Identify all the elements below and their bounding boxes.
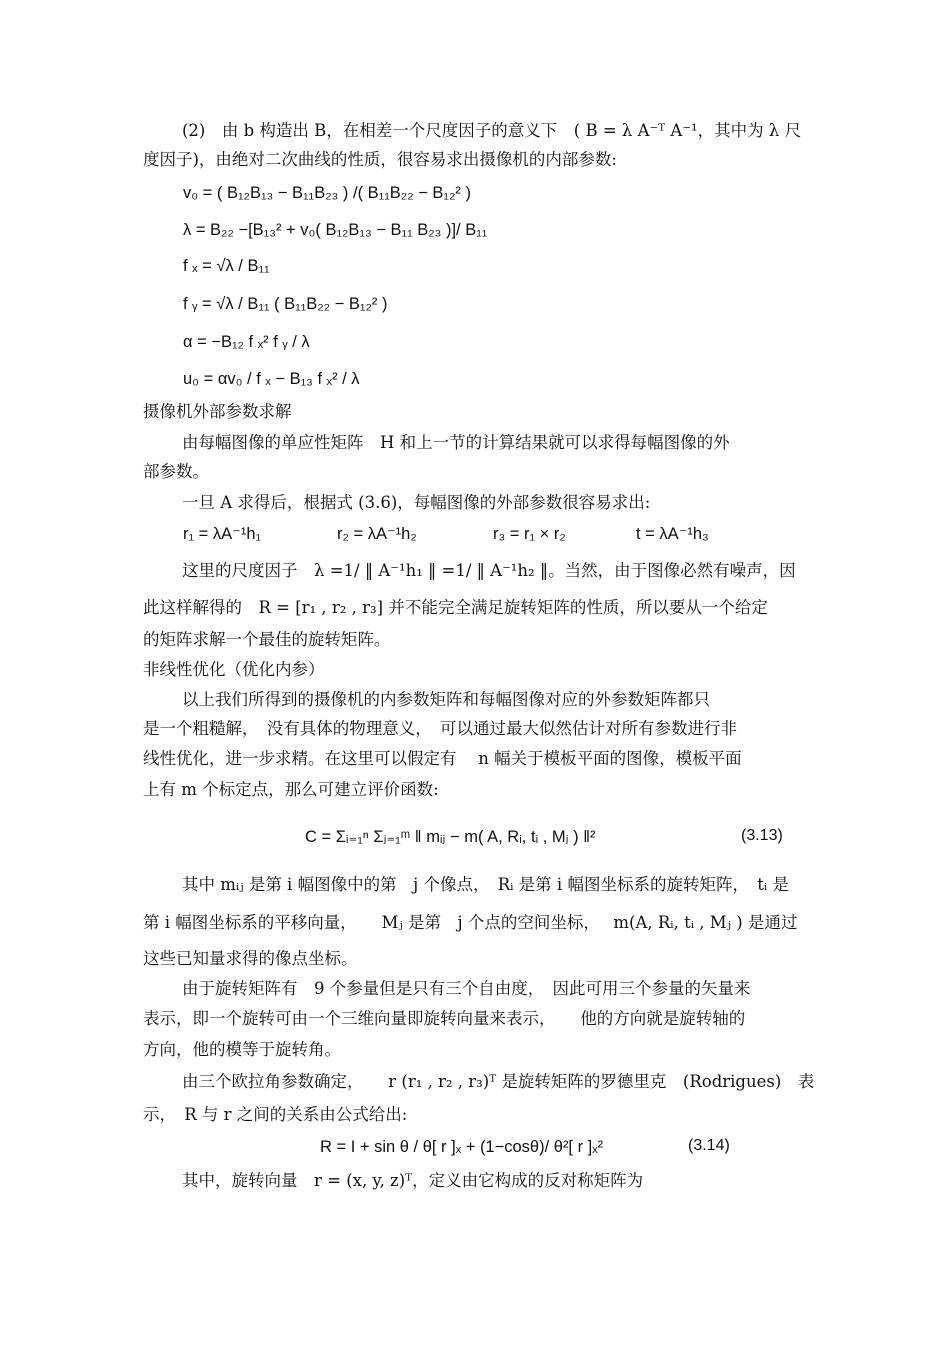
paragraph-line: 由三个欧拉角参数确定， r (r₁ , r₂ , r₃)ᵀ 是旋转矩阵的罗德里克 (Rodrigues) 表 <box>182 1072 815 1091</box>
paragraph-line: 是一个粗糙解， 没有具体的物理意义， 可以通过最大似然估计对所有参数进行非 <box>143 719 737 738</box>
paragraph-line: 其中，旋转向量 r = (x, y, z)ᵀ，定义由它构成的反对称矩阵为 <box>182 1171 644 1190</box>
paragraph-line: 此这样解得的 R = [r₁ , r₂ , r₃] 并不能完全满足旋转矩阵的性质，所以要从一个给定 <box>143 598 768 617</box>
paragraph-line: 表示，即一个旋转可由一个三维向量即旋转向量来表示， 他的方向就是旋转轴的 <box>143 1009 746 1028</box>
paragraph-line: 线性优化，进一步求精。在这里可以假定有 n 幅关于模板平面的图像，模板平面 <box>143 749 742 768</box>
paragraph-line: 的矩阵求解一个最佳的旋转矩阵。 <box>143 630 391 649</box>
paragraph-line: 其中 mᵢⱼ 是第 i 幅图像中的第 j 个像点， Rᵢ 是第 i 幅图坐标系的旋转矩阵， tᵢ 是 <box>182 875 789 894</box>
equation-number: (3.14) <box>688 1137 730 1154</box>
equation-number: (3.13) <box>741 827 783 844</box>
equation-v0: v₀ = ( B₁₂B₁₃ − B₁₁B₂₃ ) /( B₁₁B₂₂ − B₁₂² ) <box>183 184 471 202</box>
equation-r1: r₁ = λA⁻¹h₁ <box>183 525 262 543</box>
paragraph-line: 这里的尺度因子 λ =1/ ‖ A⁻¹h₁ ‖ =1/ ‖ A⁻¹h₂ ‖。当然，由于图像必然有噪声，因 <box>182 561 796 580</box>
paragraph-line: 上有 m 个标定点，那么可建立评价函数: <box>143 780 439 799</box>
paragraph-line: 这些已知量求得的像点坐标。 <box>143 949 358 968</box>
equation-u0: u₀ = αv₀ / f ₓ − B₁₃ f ₓ² / λ <box>183 370 360 388</box>
paragraph-line: 一旦 A 求得后，根据式 (3.6)，每幅图像的外部参数很容易求出: <box>182 493 651 512</box>
equation-fy: f ᵧ = √λ / B₁₁ ( B₁₁B₂₂ − B₁₂² ) <box>183 295 388 313</box>
equation-rodrigues: R = I + sin θ / θ[ r ]ₓ + (1−cosθ)/ θ²[ r ]ₓ² <box>320 1138 604 1156</box>
equation-r2: r₂ = λA⁻¹h₂ <box>337 525 417 543</box>
paragraph-line: 以上我们所得到的摄像机的内参数矩阵和每幅图像对应的外参数矩阵都只 <box>182 690 710 709</box>
equation-t: t = λA⁻¹h₃ <box>636 525 709 543</box>
paragraph-line: 第 i 幅图坐标系的平移向量， Mⱼ 是第 j 个点的空间坐标， m(A, Rᵢ, tᵢ , Mⱼ ) 是通过 <box>143 913 798 932</box>
equation-cost-function: C = Σᵢ₌₁ⁿ Σⱼ₌₁ᵐ ‖ mᵢⱼ − m( A, Rᵢ, tᵢ , Mⱼ ) ‖² <box>305 828 596 846</box>
equation-fx: f ₓ = √λ / B₁₁ <box>183 257 270 275</box>
paragraph-line: 由每幅图像的单应性矩阵 H 和上一节的计算结果就可以求得每幅图像的外 <box>182 433 730 452</box>
paragraph-line: 方向，他的模等于旋转角。 <box>143 1040 341 1059</box>
paragraph-line: 部参数。 <box>143 462 209 481</box>
equation-lambda: λ = B₂₂ −[B₁₃² + v₀( B₁₂B₁₃ − B₁₁ B₂₃ )]/ B₁₁ <box>183 221 488 239</box>
paragraph-line: 由于旋转矩阵有 9 个参量但是只有三个自由度， 因此可用三个参量的矢量来 <box>182 979 751 998</box>
equation-alpha: α = −B₁₂ f ₓ² f ᵧ / λ <box>183 333 310 351</box>
paragraph-line: 示， R 与 r 之间的关系由公式给出: <box>143 1105 408 1124</box>
equation-r3: r₃ = r₁ × r₂ <box>493 525 566 543</box>
paragraph-line: (2) 由 b 构造出 B，在相差一个尺度因子的意义下 ( B = λ A⁻ᵀ A⁻¹，其中为 λ 尺 <box>182 121 802 140</box>
paragraph-line: 度因子)，由绝对二次曲线的性质，很容易求出摄像机的内部参数: <box>143 150 617 169</box>
section-heading: 摄像机外部参数求解 <box>143 402 292 421</box>
section-heading: 非线性优化（优化内参） <box>143 660 325 679</box>
